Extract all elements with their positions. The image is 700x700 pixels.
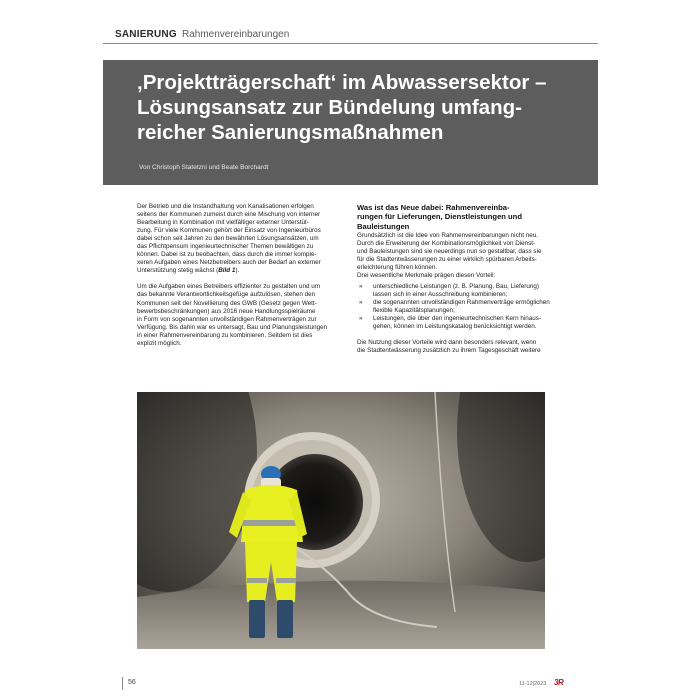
text-line: Kommunen seit der Novellierung des GWB (Gesetz gegen Wett-: [137, 299, 317, 307]
text-fragment: Unterstützung stetig wächst (: [137, 267, 219, 275]
leg-stripe: [276, 578, 296, 583]
text-line: lassen sich in einer Ausschreibung kombinieren;: [373, 290, 508, 298]
feature-list: [357, 283, 565, 331]
text-line: für die Stadtentwässerungen zu einer wirklich spürbaren Arbeits-: [357, 256, 537, 264]
text-line: und Bauleistungen sind sie neuerdings nun so gestaltbar, dass sie: [357, 248, 542, 256]
text-line: können. Dabei ist zu beobachten, dass durch die immer komple-: [137, 251, 317, 259]
subheading-line: rungen für Lieferungen, Dienstleistungen und: [357, 212, 522, 222]
text-line: zung. Für viele Kommunen gehört der Einsatz von Ingenieurbüros: [137, 227, 321, 235]
text-line: Drei wesentliche Merkmale prägen diesen Vorteil:: [357, 272, 496, 280]
byline: Von Christoph Statetzni und Beate Borchardt: [139, 164, 269, 171]
article-title: [137, 70, 592, 145]
text-fragment: ).: [235, 267, 240, 275]
list-item: [357, 283, 565, 299]
right-boot: [277, 600, 293, 638]
paragraph: [137, 283, 343, 347]
title-block: [103, 60, 598, 185]
text-line: flexible Kapazitätsplanungen;: [373, 306, 455, 314]
list-intro: [357, 272, 565, 280]
text-line: gehen, können im Leistungskatalog berücksichtigt werden.: [373, 322, 537, 330]
text-line: Verfügung. Bis dahin war es untersagt, Bau und Planungsleistungen: [137, 323, 328, 331]
text-line: erleichterung führen können.: [357, 264, 438, 272]
text-line: dabei schon seit Jahren zu den bewährten Lösungsansätzen, um: [137, 235, 319, 243]
title-line: reicher Sanierungsmaßnahmen: [137, 121, 444, 144]
text-line: in Form von sogenannten unvollständigen Rahmenverträgen zur: [137, 315, 317, 323]
list-item: [357, 315, 565, 331]
reflective-stripe: [241, 520, 303, 526]
text-line: xeren Aufgaben eines Netzbetreibers auch der Bedarf an externer: [137, 259, 321, 267]
topic-label: Rahmenvereinbarungen: [182, 29, 290, 40]
list-item: [357, 299, 565, 315]
text-line: [137, 267, 343, 275]
text-line: das Pflichtpensum ingenieurtechnischer Themen bewältigen zu: [137, 243, 314, 251]
text-line: » unterschiedliche Leistungen (z. B. Planung, Bau, Lieferung): [373, 282, 539, 290]
text-line: » die sogenannten unvollständigen Rahmenverträge ermöglichen: [373, 298, 550, 306]
footer-divider: [122, 677, 123, 690]
subheading: [357, 203, 565, 231]
text-line: Bearbeitung in Kombination mit vielfältiger externer Unterstüt-: [137, 219, 309, 227]
photo-illustration: [137, 392, 545, 649]
text-line: bewerbsbeschränkungen) aus 2016 neue Handlungsspielräume: [137, 307, 316, 315]
text-line: seitens der Kommunen zumeist durch eine Mischung von interner: [137, 211, 321, 219]
channel-floor: [137, 581, 545, 649]
figure-reference: Bild 1: [218, 267, 236, 275]
section-label: SANIERUNG: [115, 29, 177, 40]
subheading-line: Bauleistungen: [357, 221, 410, 231]
text-line: Grundsätzlich ist die Idee von Rahmenvereinbarungen nicht neu.: [357, 232, 538, 240]
title-line: Lösungsansatz zur Bündelung umfang-: [137, 96, 522, 119]
leg-stripe: [247, 578, 267, 583]
text-line: explizit möglich.: [137, 339, 182, 347]
sewer-worker-photo: [137, 392, 545, 649]
left-boot: [249, 600, 265, 638]
text-line: die Stadtentwässerung zusätzlich zu ihrem Tagesgeschäft weitere: [357, 346, 541, 354]
brand-logo: 3R: [554, 678, 564, 687]
title-line: ‚Projektträgerschaft‘ im Abwassersektor –: [137, 71, 547, 94]
text-line: Um die Aufgaben eines Betreibers effizienter zu gestalten und um: [137, 283, 320, 291]
running-header: [103, 26, 598, 44]
page-number: 56: [128, 679, 136, 686]
text-line: Die Nutzung dieser Vorteile wird dann besonders relevant, wenn: [357, 338, 537, 346]
left-column: [137, 203, 343, 356]
subheading-line: Was ist das Neue dabei: Rahmenvereinba-: [357, 203, 510, 212]
text-line: Der Betrieb und die Instandhaltung von Kanalisationen erfolgen: [137, 203, 314, 210]
paragraph: [357, 339, 565, 355]
text-line: Durch die Erweiterung der Kombinationsmöglichkeit von Dienst-: [357, 240, 536, 248]
text-line: » Leistungen, die über den ingenieurtechnischen Kern hinaus-: [373, 314, 542, 322]
right-column: [357, 203, 565, 363]
issue-label: 11-12|2023: [519, 681, 547, 687]
text-line: in einer Rahmenvereinbarung zu kombinieren. Seitdem ist dies: [137, 331, 313, 339]
paragraph: [357, 232, 565, 272]
paragraph: [137, 203, 343, 275]
text-line: das bekannte Verantwortlichkeitsgefüge aufzulösen, stehen den: [137, 291, 316, 299]
